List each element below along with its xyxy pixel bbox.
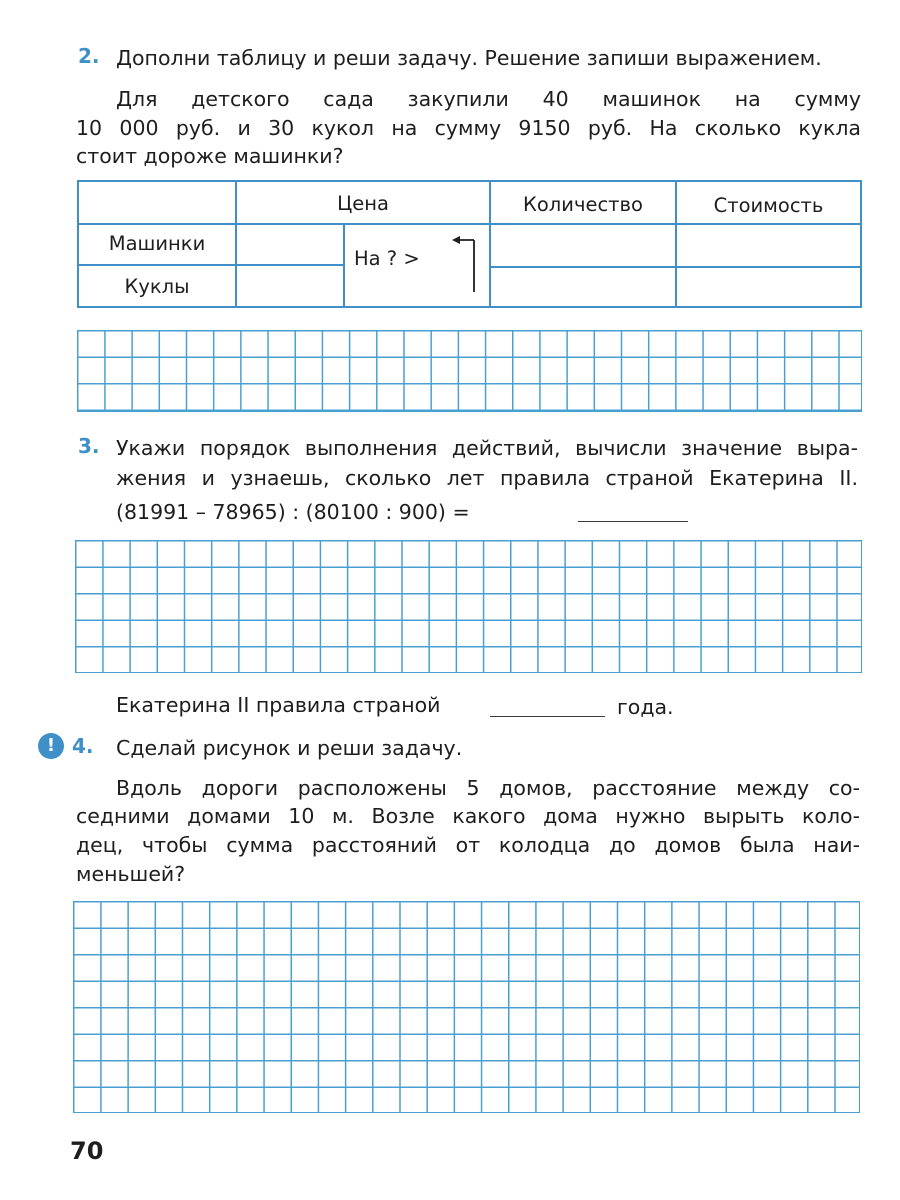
task-2-problem-line-3: стоит дороже машинки?	[76, 144, 344, 168]
task-4-problem-line-3: дец, чтобы сумма расстояний от колодца до домов была наи-	[76, 833, 860, 857]
task-3-instruction-line-1: Укажи порядок выполнения действий, вычисли значение выра-	[116, 436, 858, 460]
task-3-answer-prefix: Екатерина II правила страной	[116, 693, 441, 717]
task-3-instruction-line-2: жения и узнаешь, сколько лет правила страной Екатерина II.	[116, 466, 858, 490]
task-3-answer-suffix: года.	[617, 695, 674, 719]
years-answer-blank[interactable]	[490, 716, 605, 717]
expression-answer-blank[interactable]	[578, 521, 688, 522]
compare-note: На ? >	[354, 247, 420, 270]
row-label-dolls: Куклы	[124, 275, 190, 298]
compare-arrow-icon	[450, 232, 484, 294]
task-4-instruction: Сделай рисунок и реши задачу.	[116, 736, 463, 760]
task-4-problem-line-4: меньшей?	[76, 862, 186, 886]
page-number: 70	[70, 1137, 104, 1165]
task-4-problem-line-2: седними домами 10 м. Возле какого дома нужно вырыть коло-	[76, 804, 860, 828]
header-cost: Стоимость	[713, 194, 824, 217]
task-2-instruction: Дополни таблицу и реши задачу. Решение запиши выражением.	[116, 46, 822, 70]
task-2-problem-line-1: Для детского сада закупили 40 машинок на сумму	[116, 87, 861, 111]
header-price: Цена	[337, 192, 389, 215]
row-label-cars: Машинки	[108, 232, 206, 255]
task-2-number: 2.	[78, 44, 100, 68]
task-4-problem-line-1: Вдоль дороги расположены 5 домов, расстояние между со-	[116, 776, 860, 800]
task-4-number: 4.	[72, 734, 94, 758]
task-3-solution-grid[interactable]	[75, 540, 862, 673]
task-4-drawing-grid[interactable]	[73, 901, 860, 1113]
header-quantity: Количество	[523, 193, 643, 216]
task-3-expression: (81991 – 78965) : (80100 : 900) =	[116, 500, 470, 524]
task-2-solution-grid[interactable]	[77, 330, 862, 412]
price-table	[0, 0, 900, 320]
task-2-problem-line-2: 10 000 руб. и 30 кукол на сумму 9150 руб. На сколько кукла	[76, 116, 861, 140]
task-3-number: 3.	[78, 434, 100, 458]
important-badge-icon: !	[38, 733, 64, 759]
